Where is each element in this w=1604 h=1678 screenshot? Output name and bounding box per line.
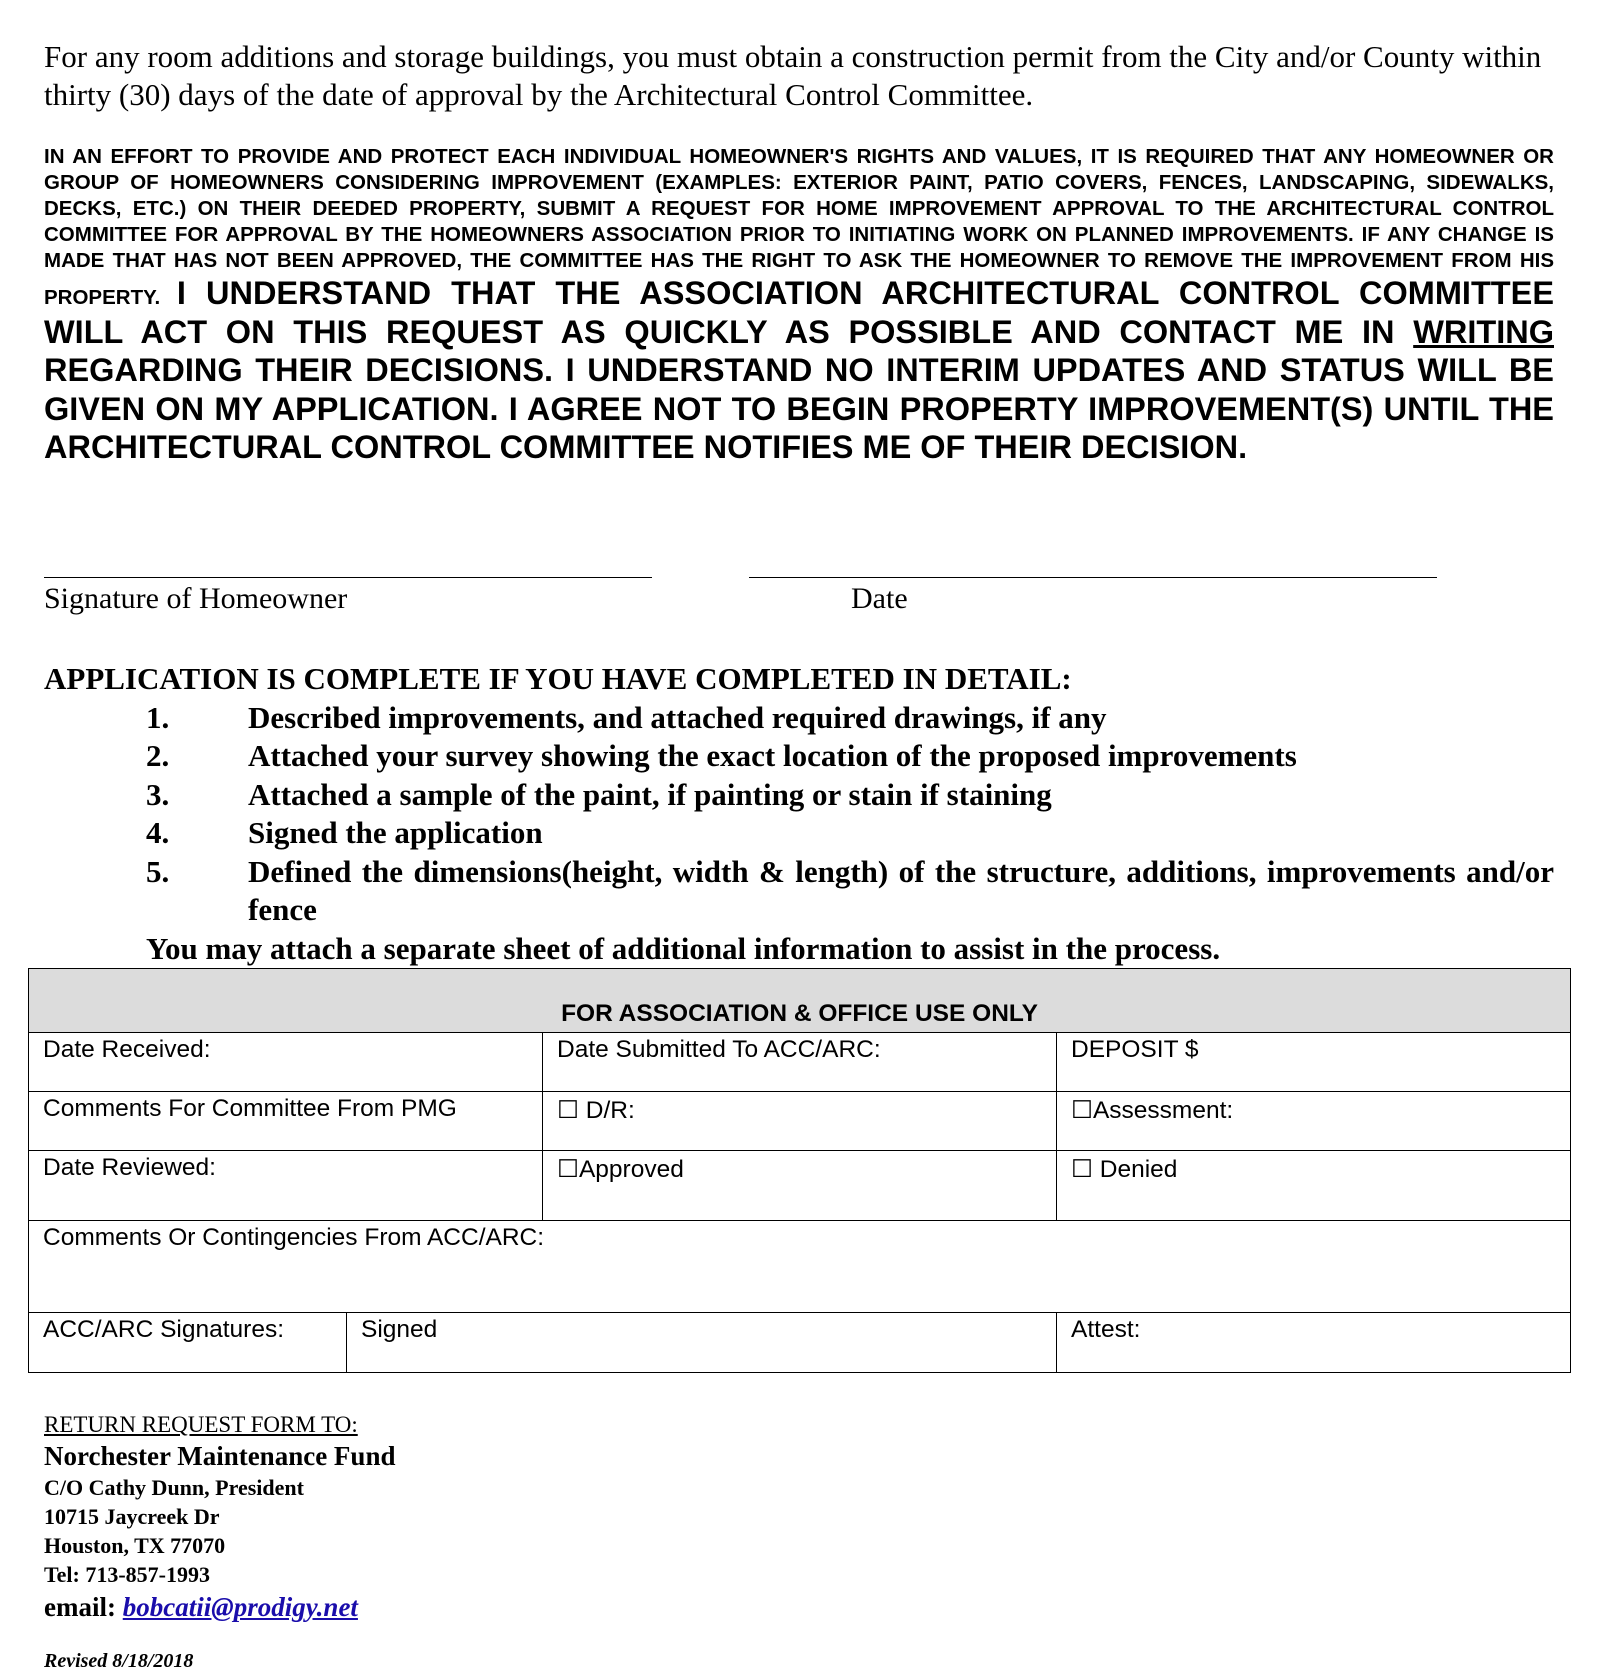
legal-big-part2: REGARDING THEIR DECISIONS. I UNDERSTAND NO INTERIM UPDATES AND STATUS WILL BE GIVEN ON MY APPLICATION. I AGREE NOT TO BEGIN PROPERTY IMPROVEMENT(S) UNTIL THE ARCHITECTURAL CONTROL COMMITTEE NOTIFIES ME OF THEIR DECISION.	[44, 352, 1554, 465]
completion-checklist	[44, 660, 1554, 968]
organization-name: Norchester Maintenance Fund	[44, 1441, 396, 1471]
date-submitted-field[interactable]: Date Submitted To ACC/ARC:	[543, 1033, 1057, 1092]
return-address-block	[44, 1410, 395, 1625]
street-address: 10715 Jaycreek Dr	[44, 1504, 220, 1529]
acc-comments-field[interactable]: Comments Or Contingencies From ACC/ARC:	[29, 1221, 1571, 1313]
assessment-checkbox[interactable]: ☐Assessment:	[1057, 1092, 1571, 1151]
telephone: Tel: 713-857-1993	[44, 1562, 211, 1587]
office-use-header: FOR ASSOCIATION & OFFICE USE ONLY	[29, 969, 1571, 1033]
legal-notice-small-text: IN AN EFFORT TO PROVIDE AND PROTECT EACH INDIVIDUAL HOMEOWNER'S RIGHTS AND VALUES, IT IS REQUIRED THAT ANY HOMEOWNER OR GROUP OF HOMEOWNERS CONSIDERING IMPROVEMENT (EXAMPLES: EXTERIOR PAINT, PATIO COVERS, FENCES, LANDSCAPING, SIDEWALKS, DECKS, ETC.) ON THEIR DEEDED PROPERTY, SUBMIT A REQUEST FOR HOME IMPROVEMENT APPROVAL TO THE ARCHITECTURAL CONTROL COMMITTEE FOR APPROVAL BY THE HOMEOWNERS ASSOCIATION PRIOR TO INITIATING WORK ON PLANNED IMPROVEMENTS. IF ANY CHANGE IS MADE THAT HAS NOT BEEN APPROVED, THE COMMITTEE HAS THE RIGHT TO ASK THE HOMEOWNER TO REMOVE THE IMPROVEMENT FROM HIS PROPERTY.	[44, 145, 1554, 309]
checklist-heading: APPLICATION IS COMPLETE IF YOU HAVE COMPLETED IN DETAIL:	[44, 661, 1072, 696]
dr-checkbox[interactable]: ☐ D/R:	[543, 1092, 1057, 1151]
intro-paragraph: For any room additions and storage buildings, you must obtain a construction permit from the City and/or County within thirty (30) days of the date of approval by the Architectural Control Committee.	[44, 39, 1542, 112]
homeowner-signature-line[interactable]	[44, 577, 652, 578]
homeowner-signature-label: Signature of Homeowner	[44, 582, 348, 615]
revision-date: Revised 8/18/2018	[44, 1650, 194, 1672]
acc-signatures-label: ACC/ARC Signatures:	[29, 1313, 347, 1373]
checklist-note: You may attach a separate sheet of additional information to assist in the process.	[146, 930, 1221, 966]
checklist-item: 3. Attached a sample of the paint, if painting or stain if staining	[146, 776, 1052, 812]
checklist-item: 4. Signed the application	[146, 815, 543, 850]
legal-big-part1: I UNDERSTAND THAT THE ASSOCIATION ARCHITECTURAL CONTROL COMMITTEE WILL ACT ON THIS REQUEST AS QUICKLY AS POSSIBLE AND CONTACT ME IN	[44, 275, 1554, 350]
date-received-field[interactable]: Date Received:	[29, 1033, 543, 1092]
email-label: email:	[44, 1592, 116, 1622]
legal-notice-big-text	[44, 275, 1554, 465]
deposit-field[interactable]: DEPOSIT $	[1057, 1033, 1571, 1092]
approved-checkbox[interactable]: ☐Approved	[543, 1151, 1057, 1221]
legal-notice-small	[44, 144, 1554, 467]
return-label: RETURN REQUEST FORM TO:	[44, 1412, 358, 1437]
signed-field[interactable]: Signed	[347, 1313, 1057, 1373]
date-reviewed-field[interactable]: Date Reviewed:	[29, 1151, 543, 1221]
denied-checkbox[interactable]: ☐ Denied	[1057, 1151, 1571, 1221]
pmg-comments-field[interactable]: Comments For Committee From PMG	[29, 1092, 543, 1151]
care-of-line: C/O Cathy Dunn, President	[44, 1475, 304, 1500]
checklist-item: 1. Described improvements, and attached required drawings, if any	[146, 699, 1107, 735]
checklist-item: 5. Defined the dimensions(height, width & length) of the structure, additions, improvements and/or fence	[146, 853, 1554, 927]
date-signature-line[interactable]	[749, 577, 1437, 578]
checklist-item: 2. Attached your survey showing the exact location of the proposed improvements	[146, 738, 1297, 773]
city-state-zip: Houston, TX 77070	[44, 1533, 226, 1558]
legal-notice	[44, 144, 1554, 467]
office-use-table	[28, 968, 1571, 1373]
writing-underlined: WRITING	[1413, 313, 1554, 350]
email-link[interactable]: bobcatii@prodigy.net	[122, 1592, 358, 1622]
attest-field[interactable]: Attest:	[1057, 1313, 1571, 1373]
date-label: Date	[851, 582, 908, 615]
email-line	[44, 1589, 395, 1625]
